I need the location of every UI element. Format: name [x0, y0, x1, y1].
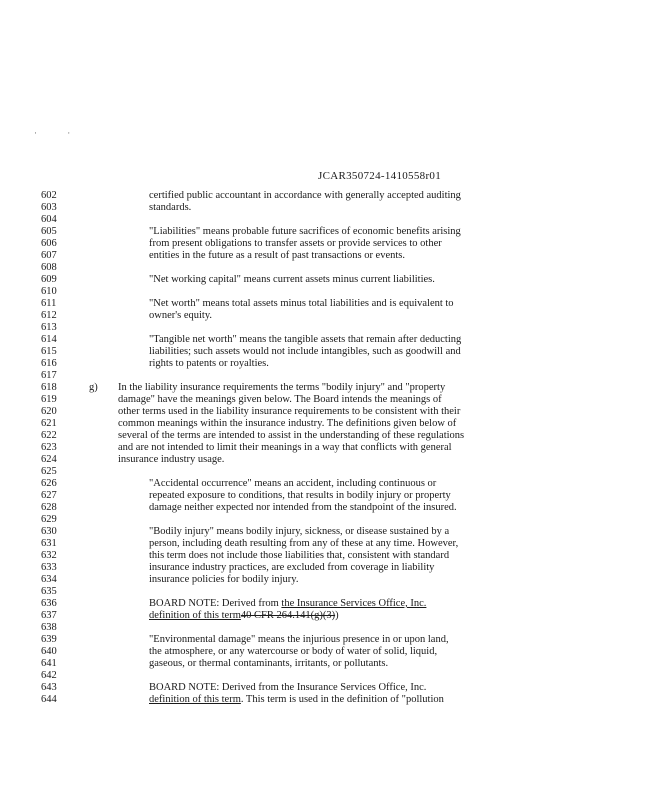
line-number: 631 [41, 538, 57, 549]
line-number: 634 [41, 574, 57, 585]
line-number: 610 [41, 286, 57, 297]
text-line-627: repeated exposure to conditions, that results in bodily injury or property [149, 490, 451, 501]
text-line-641: gaseous, or thermal contaminants, irritants, or pollutants. [149, 658, 389, 669]
text-line-628: damage neither expected nor intended from the standpoint of the insured. [149, 502, 457, 513]
document-id: JCAR350724-1410558r01 [318, 170, 442, 182]
line-number: 605 [41, 226, 57, 237]
text-line-637 [149, 610, 339, 622]
deleted-text: 40 CFR 264.141(g)(3) [240, 610, 336, 621]
line-number: 608 [41, 262, 57, 273]
line-number: 621 [41, 418, 57, 429]
text-line-626: "Accidental occurrence" means an accident, including continuous or [149, 478, 437, 489]
text-line-607: entities in the future as a result of past transactions or events. [149, 250, 406, 261]
line-number: 617 [41, 370, 57, 381]
line-number: 623 [41, 442, 57, 453]
line-number: 628 [41, 502, 57, 513]
line-number: 618 [41, 382, 57, 393]
text-line-631: person, including death resulting from any of these at any time. However, [149, 538, 459, 549]
line-number: 639 [41, 634, 57, 645]
line-number: 607 [41, 250, 57, 261]
line-number: 611 [41, 298, 57, 309]
text-line-602: certified public accountant in accordance with generally accepted auditing [149, 190, 461, 201]
line-number: 644 [41, 694, 57, 705]
line-number: 636 [41, 598, 57, 609]
text-line-619: damage" have the meanings given below. The Board intends the meanings of [118, 394, 442, 405]
line-number: 606 [41, 238, 57, 249]
text-line-639: "Environmental damage" means the injurious presence in or upon land, [149, 634, 449, 645]
subsection-marker-g: g) [89, 382, 98, 393]
line-number: 630 [41, 526, 57, 537]
text-line-606: from present obligations to transfer assets or provide services to other [149, 238, 442, 249]
text-line-611: "Net worth" means total assets minus total liabilities and is equivalent to [149, 298, 454, 309]
text-line-633: insurance industry practices, are excluded from coverage in liability [149, 562, 435, 573]
trailing-text: . This term is used in the definition of "pollution [240, 694, 444, 705]
inserted-text: definition of this term [149, 610, 241, 621]
text-line-634: insurance policies for bodily injury. [149, 574, 299, 585]
board-note-prefix: BOARD NOTE: Derived from [149, 598, 282, 609]
line-number: 635 [41, 586, 57, 597]
line-number: 609 [41, 274, 57, 285]
text-line-616: rights to patents or royalties. [149, 358, 269, 369]
text-line-640: the atmosphere, or any watercourse or body of water of solid, liquid, [149, 646, 438, 657]
line-number: 643 [41, 682, 57, 693]
line-number: 625 [41, 466, 57, 477]
line-number: 641 [41, 658, 57, 669]
line-number: 632 [41, 550, 57, 561]
line-number: 642 [41, 670, 57, 681]
line-number: 619 [41, 394, 57, 405]
line-number: 624 [41, 454, 57, 465]
text-line-622: several of the terms are intended to assist in the understanding of these regulations [118, 430, 465, 441]
text-line-643: BOARD NOTE: Derived from the Insurance Services Office, Inc. [149, 682, 427, 693]
text-line-620: other terms used in the liability insurance requirements to be consistent with their [118, 406, 461, 417]
text-line-630: "Bodily injury" means bodily injury, sickness, or disease sustained by a [149, 526, 450, 537]
line-number: 616 [41, 358, 57, 369]
text-line-603: standards. [149, 202, 192, 213]
scan-artifact-dots: · · [34, 128, 85, 138]
line-number: 620 [41, 406, 57, 417]
text-line-632: this term does not include those liabilities that, consistent with standard [149, 550, 450, 561]
text-line-615: liabilities; such assets would not include intangibles, such as goodwill and [149, 346, 461, 357]
line-number: 633 [41, 562, 57, 573]
text-line-636 [149, 598, 426, 610]
line-number: 612 [41, 310, 57, 321]
line-number: 640 [41, 646, 57, 657]
line-number: 602 [41, 190, 57, 201]
line-number: 622 [41, 430, 57, 441]
line-number: 629 [41, 514, 57, 525]
text-line-614: "Tangible net worth" means the tangible assets that remain after deducting [149, 334, 462, 345]
line-number: 637 [41, 610, 57, 621]
closing-text: ) [335, 610, 339, 621]
line-number: 627 [41, 490, 57, 501]
text-line-609: "Net working capital" means current assets minus current liabilities. [149, 274, 435, 285]
text-line-624: insurance industry usage. [118, 454, 225, 465]
line-number: 626 [41, 478, 57, 489]
line-number: 614 [41, 334, 57, 345]
text-line-644 [149, 694, 444, 706]
line-number: 613 [41, 322, 57, 333]
line-number: 638 [41, 622, 57, 633]
inserted-text: definition of this term [149, 694, 241, 705]
text-line-605: "Liabilities" means probable future sacrifices of economic benefits arising [149, 226, 461, 237]
text-line-623: and are not intended to limit their meanings in a way that conflicts with general [118, 442, 452, 453]
text-line-612: owner's equity. [149, 310, 213, 321]
line-number: 603 [41, 202, 57, 213]
inserted-text: the Insurance Services Office, Inc. [281, 598, 427, 609]
line-number: 604 [41, 214, 57, 225]
text-line-618: In the liability insurance requirements the terms "bodily injury" and "property [118, 382, 446, 393]
line-number: 615 [41, 346, 57, 357]
text-line-621: common meanings within the insurance industry. The definitions given below of [118, 418, 457, 429]
